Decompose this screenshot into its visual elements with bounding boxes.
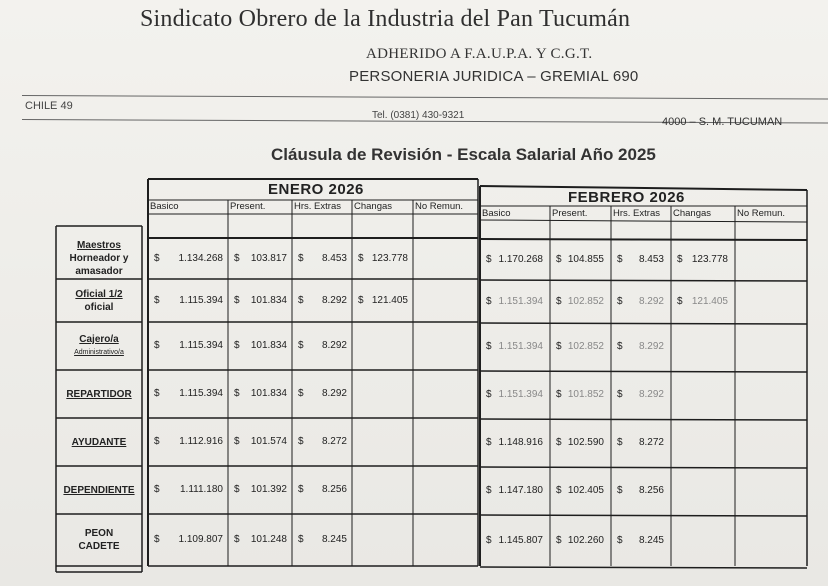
salary-value-jan: 1.115.394 (179, 340, 223, 351)
column-header-jan: No Remun. (415, 201, 464, 212)
currency-sign-feb: $ (556, 485, 562, 496)
salary-value-feb: 102.852 (567, 341, 604, 352)
job-category: Oficial 1/2 oficial (75, 288, 123, 313)
salary-value-feb: 1.148.916 (498, 437, 543, 448)
column-header-jan: Changas (354, 201, 393, 212)
salary-value-jan: 8.256 (321, 484, 347, 495)
salary-value-jan: 101.248 (250, 534, 287, 545)
document-title: Cláusula de Revisión - Escala Salarial Año 2025 (271, 145, 656, 164)
salary-value-jan: 121.405 (371, 294, 408, 306)
currency-sign-feb: $ (556, 253, 562, 265)
salary-value-jan: 103.817 (250, 252, 287, 264)
salary-value-jan: 8.292 (321, 388, 347, 399)
salary-value-feb: 8.256 (638, 485, 664, 496)
currency-sign-feb: $ (556, 295, 562, 307)
salary-value-feb: 121.405 (691, 295, 728, 307)
currency-sign-jan: $ (154, 252, 160, 264)
column-header-feb: Hrs. Extras (613, 208, 660, 219)
job-category: AYUDANTE (71, 436, 127, 448)
column-header-jan: Present. (230, 201, 266, 212)
feb-row-line (480, 567, 807, 568)
currency-sign-feb: $ (617, 485, 623, 496)
currency-sign-jan: $ (234, 388, 240, 399)
currency-sign-jan: $ (154, 484, 160, 495)
salary-value-feb: 8.292 (638, 341, 664, 352)
currency-sign-feb: $ (556, 437, 562, 448)
column-header-feb: No Remun. (737, 208, 786, 219)
currency-sign-feb: $ (486, 437, 492, 448)
month-january: ENERO 2026 (268, 181, 364, 198)
currency-sign-feb: $ (617, 341, 623, 352)
column-header-feb: Basico (482, 208, 511, 219)
salary-value-jan: 1.111.180 (179, 484, 223, 495)
feb-row-line (480, 515, 807, 516)
currency-sign-feb: $ (677, 295, 683, 307)
salary-value-jan: 101.834 (250, 294, 287, 306)
currency-sign-feb: $ (486, 295, 492, 307)
job-category: Cajero/a Administrativo/a (74, 334, 124, 356)
currency-sign-feb: $ (617, 437, 623, 448)
currency-sign-jan: $ (298, 534, 304, 545)
currency-sign-feb: $ (556, 389, 562, 400)
currency-sign-feb: $ (486, 253, 492, 265)
currency-sign-feb: $ (617, 253, 623, 265)
salary-value-jan: 8.292 (321, 340, 347, 351)
salary-value-feb: 104.855 (567, 253, 604, 265)
currency-sign-jan: $ (298, 340, 304, 351)
currency-sign-jan: $ (234, 252, 240, 264)
salary-value-feb: 1.145.807 (498, 535, 543, 546)
currency-sign-jan: $ (298, 436, 304, 447)
column-header-feb: Present. (552, 208, 588, 219)
salary-value-jan: 8.272 (321, 436, 347, 447)
currency-sign-jan: $ (234, 436, 240, 447)
currency-sign-feb: $ (486, 341, 492, 352)
currency-sign-jan: $ (298, 294, 304, 306)
currency-sign-jan: $ (298, 388, 304, 399)
salary-value-jan: 8.453 (321, 252, 347, 264)
currency-sign-feb: $ (677, 253, 683, 265)
currency-sign-feb: $ (486, 535, 492, 546)
feb-row-line (480, 239, 807, 240)
salary-value-jan: 101.834 (250, 388, 287, 399)
currency-sign-feb: $ (617, 295, 623, 307)
currency-sign-jan: $ (154, 534, 160, 545)
column-header-jan: Hrs. Extras (294, 201, 341, 212)
currency-sign-jan: $ (154, 436, 160, 447)
job-category: Maestros Horneador y amasador (69, 240, 129, 277)
salary-value-feb: 102.590 (567, 437, 604, 448)
salary-value-jan: 101.574 (250, 436, 287, 447)
feb-row-line (480, 371, 807, 372)
feb-row-line (480, 467, 807, 468)
union-name: Sindicato Obrero de la Industria del Pan Tucumán (140, 6, 631, 32)
month-february: FEBRERO 2026 (568, 189, 685, 206)
currency-sign-jan: $ (154, 340, 160, 351)
salary-value-feb: 8.292 (638, 389, 664, 400)
currency-sign-jan: $ (234, 294, 240, 306)
salary-value-feb: 8.453 (638, 253, 664, 265)
salary-value-jan: 1.115.394 (179, 294, 223, 306)
currency-sign-jan: $ (154, 388, 160, 399)
salary-value-feb: 101.852 (567, 389, 604, 400)
currency-sign-feb: $ (486, 389, 492, 400)
street-address: CHILE 49 (25, 100, 73, 112)
currency-sign-jan: $ (234, 340, 240, 351)
salary-value-feb: 102.405 (567, 485, 604, 496)
salary-value-feb: 1.151.394 (498, 295, 543, 307)
feb-header-bottom (480, 220, 807, 222)
legal-registration: PERSONERIA JURIDICA – GREMIAL 690 (349, 68, 639, 85)
salary-value-jan: 1.134.268 (178, 252, 223, 264)
phone-number: Tel. (0381) 430-9321 (372, 110, 465, 121)
currency-sign-feb: $ (617, 389, 623, 400)
salary-value-jan: 1.112.916 (179, 436, 223, 447)
salary-value-jan: 123.778 (371, 252, 408, 264)
salary-value-feb: 8.292 (638, 295, 664, 307)
postal-city: 4000 – S. M. TUCUMAN (662, 116, 783, 128)
salary-value-jan: 1.109.807 (178, 534, 223, 545)
salary-value-feb: 102.260 (567, 535, 604, 546)
job-category: DEPENDIENTE (63, 484, 135, 496)
currency-sign-jan: $ (298, 484, 304, 495)
currency-sign-feb: $ (556, 341, 562, 352)
salary-value-feb: 1.151.394 (498, 389, 543, 400)
salary-value-jan: 101.392 (250, 484, 287, 495)
salary-value-feb: 102.852 (567, 295, 604, 307)
salary-value-feb: 8.272 (638, 437, 664, 448)
currency-sign-feb: $ (486, 485, 492, 496)
salary-value-feb: 8.245 (638, 535, 664, 546)
feb-row-line (480, 280, 807, 281)
salary-value-feb: 1.147.180 (498, 485, 543, 496)
salary-value-jan: 8.292 (321, 294, 347, 306)
column-header-feb: Changas (673, 208, 712, 219)
job-category: PEON CADETE (78, 528, 120, 552)
feb-row-line (480, 419, 807, 420)
currency-sign-jan: $ (358, 252, 364, 264)
job-category: REPARTIDOR (66, 388, 132, 400)
salary-value-jan: 1.115.394 (179, 388, 223, 399)
currency-sign-feb: $ (556, 535, 562, 546)
currency-sign-jan: $ (154, 294, 160, 306)
currency-sign-feb: $ (617, 535, 623, 546)
currency-sign-jan: $ (298, 252, 304, 264)
salary-value-jan: 101.834 (250, 340, 287, 351)
currency-sign-jan: $ (234, 534, 240, 545)
salary-value-jan: 8.245 (321, 534, 347, 545)
column-header-jan: Basico (150, 201, 179, 212)
currency-sign-jan: $ (234, 484, 240, 495)
salary-value-feb: 123.778 (691, 253, 728, 265)
salary-value-feb: 1.151.394 (498, 341, 543, 352)
salary-value-feb: 1.170.268 (498, 253, 543, 265)
feb-row-line (480, 323, 807, 324)
currency-sign-jan: $ (358, 294, 364, 306)
affiliation: ADHERIDO A F.A.U.P.A. Y C.G.T. (366, 46, 593, 62)
